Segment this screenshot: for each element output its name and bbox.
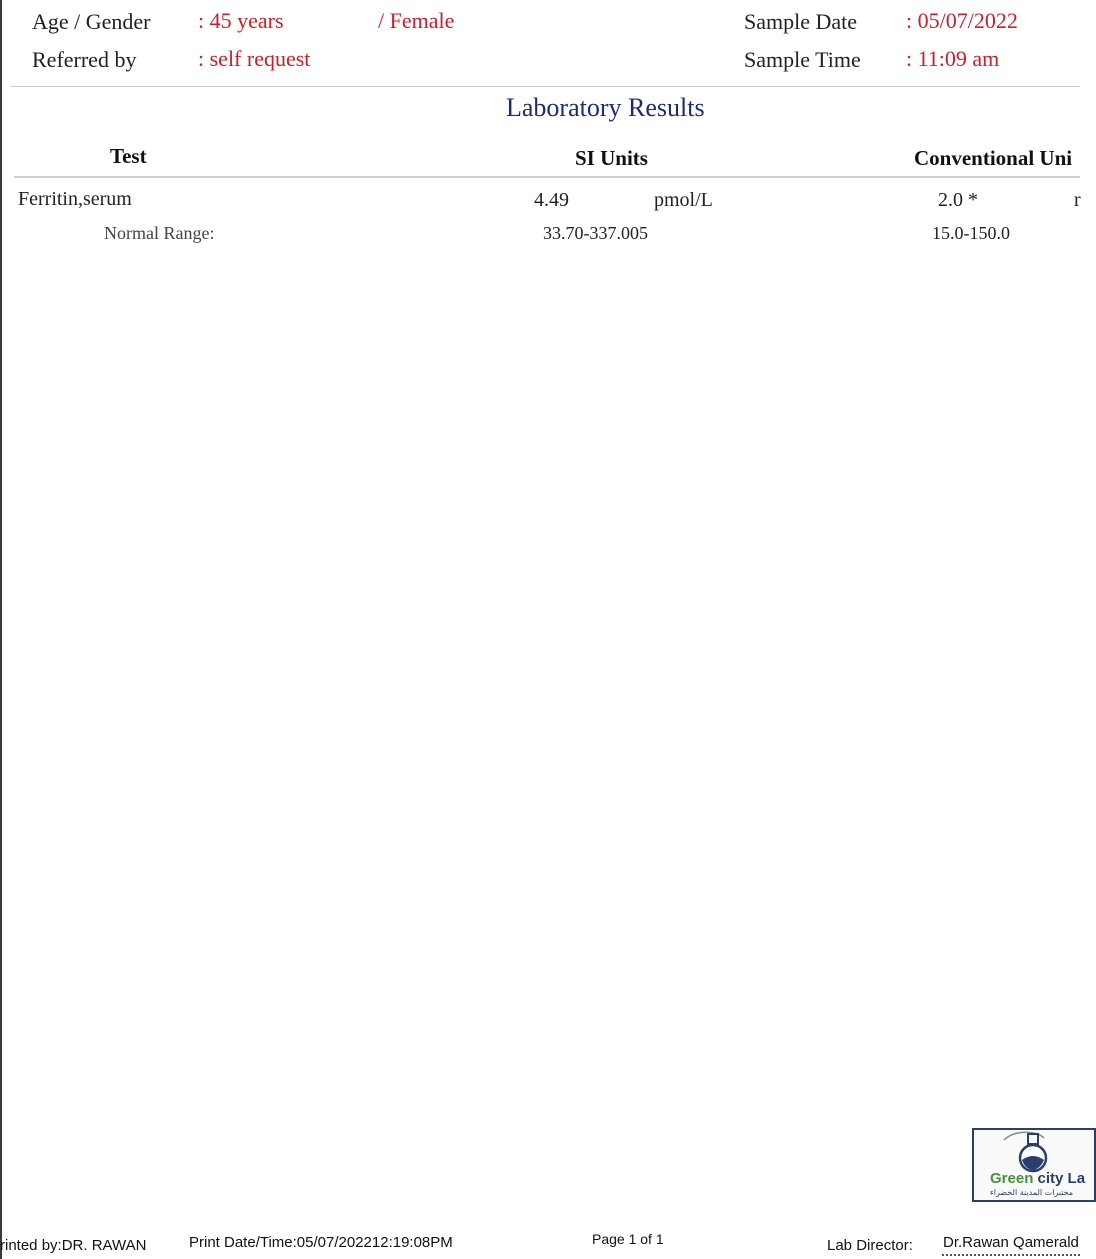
header-divider	[10, 86, 1080, 87]
column-si-units: SI Units	[575, 146, 648, 170]
gender-value: / Female	[378, 8, 455, 33]
lab-director-name: Dr.Rawan Qamerald	[943, 1234, 1079, 1251]
test-name: Ferritin,serum	[18, 188, 132, 210]
printed-by: rinted by:DR. RAWAN	[0, 1237, 147, 1254]
lab-brand-name: Green city La	[990, 1170, 1086, 1187]
sample-date-label: Sample Date	[744, 9, 858, 34]
age-gender-label: Age / Gender	[32, 9, 151, 34]
column-conventional-units: Conventional Uni	[914, 146, 1073, 170]
conventional-normal-range: 15.0-150.0	[932, 223, 1010, 243]
sample-date-value: : 05/07/2022	[906, 8, 1018, 33]
referred-by-label: Referred by	[32, 47, 137, 72]
si-normal-range: 33.70-337.005	[543, 223, 648, 243]
lab-brand-arabic: مختبرات المدينة الخضراء	[990, 1188, 1074, 1197]
normal-range-label: Normal Range:	[104, 223, 215, 243]
conventional-unit: r	[1074, 189, 1081, 211]
page-number: Page 1 of 1	[592, 1231, 664, 1247]
sample-time-value: : 11:09 am	[906, 46, 1000, 71]
print-datetime: Print Date/Time:05/07/202212:19:08PM	[189, 1234, 453, 1251]
page-left-edge	[0, 0, 2, 1259]
lab-director-label: Lab Director:	[827, 1237, 913, 1254]
si-value: 4.49	[534, 189, 569, 211]
referred-by-value: : self request	[198, 46, 311, 71]
si-unit: pmol/L	[654, 189, 713, 211]
report-title: Laboratory Results	[506, 93, 705, 122]
column-test: Test	[110, 144, 147, 168]
age-value: : 45 years	[198, 8, 284, 33]
sample-time-label: Sample Time	[744, 47, 861, 72]
signature-line	[942, 1254, 1080, 1256]
flask-icon	[974, 1128, 1094, 1172]
lab-logo-stamp	[972, 1128, 1096, 1202]
conventional-value: 2.0 *	[938, 189, 978, 211]
column-divider	[14, 176, 1080, 178]
